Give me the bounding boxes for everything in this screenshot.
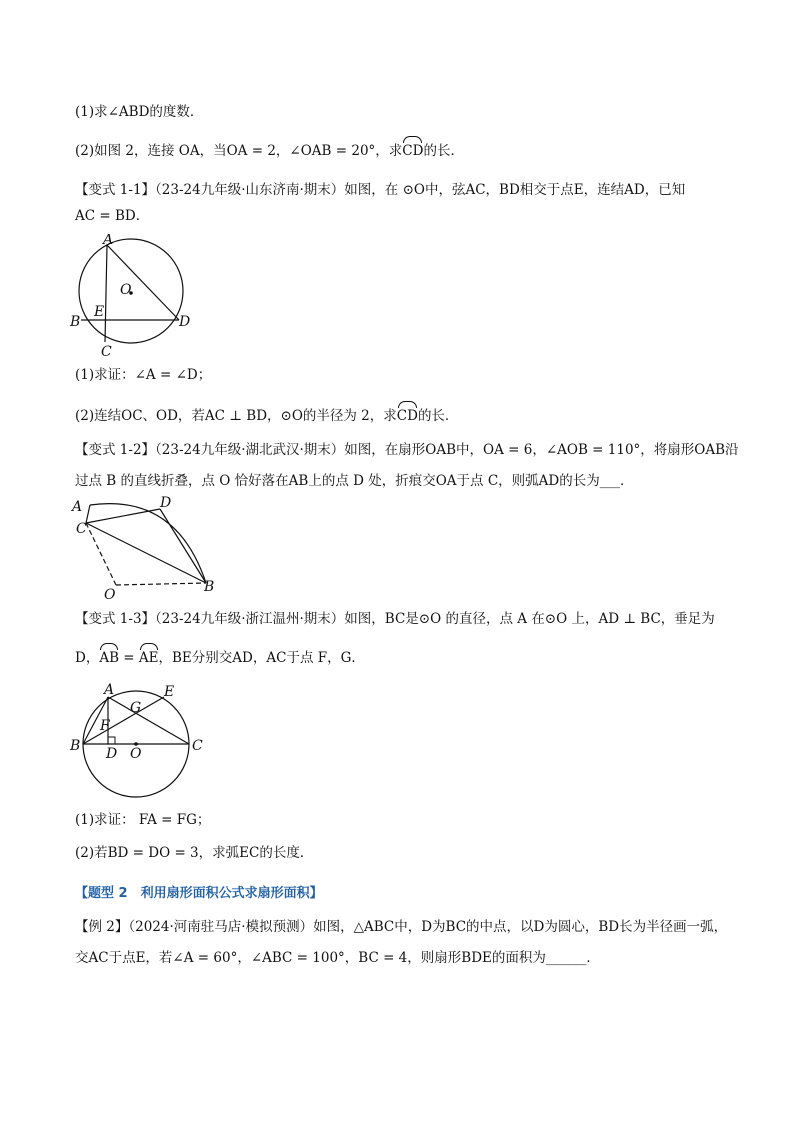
- question-2-text: (2)如图 2，连接 OA，当OA = 2，∠OAB = 20°，求: [75, 143, 403, 159]
- label-b: B: [204, 579, 215, 595]
- label-o: O: [120, 282, 132, 298]
- label-c: C: [101, 344, 112, 358]
- label-o: O: [104, 587, 116, 601]
- example-2-line-1: 【例 2】（2024·河南驻马店·模拟预测）如图，△ABC中，D为BC的中点，以D为圆心，BD长为半径画一弧，: [75, 919, 728, 935]
- equals: =: [119, 650, 139, 666]
- figure-sector-fold: [66, 493, 226, 601]
- label-a: A: [103, 234, 114, 248]
- variant-1-1-condition: AC = BD．: [75, 208, 150, 224]
- variant-1-1-part-2: [75, 407, 458, 425]
- variant-1-3-line-1: 【变式 1-3】（23-24九年级·浙江温州·期末）如图，BC是⊙O 的直径，点 A 在⊙O 上，AD ⊥ BC，垂足为: [75, 611, 715, 627]
- label-c: C: [76, 521, 87, 537]
- figure-diameter-circle: [66, 680, 216, 812]
- label-b: B: [70, 314, 81, 330]
- variant-1-3-part-2: (2)若BD = DO = 3，求弧EC的长度．: [75, 845, 314, 861]
- variant-1-2-line-2: 过点 B 的直线折叠，点 O 恰好落在AB上的点 D 处，折痕交OA于点 C，则弧AD的长为___．: [75, 473, 634, 489]
- label-g: G: [130, 700, 142, 716]
- variant-1-1-part-1: (1)求证：∠A = ∠D；: [75, 367, 212, 383]
- label-o: O: [130, 746, 142, 762]
- line-2-start: D，: [75, 650, 100, 666]
- label-a: A: [104, 682, 115, 698]
- question-1: (1)求∠ABD的度数．: [75, 104, 204, 120]
- arc-cd: CD: [402, 143, 424, 159]
- figure-circle-chords: [66, 234, 196, 358]
- label-a: A: [72, 499, 83, 515]
- label-e: E: [94, 304, 105, 320]
- label-b: B: [70, 738, 81, 754]
- label-d: D: [179, 314, 191, 330]
- part-2-text: (2)连结OC、OD，若AC ⊥ BD，⊙O的半径为 2，求: [75, 408, 397, 424]
- example-2-line-2: 交AC于点E，若∠A = 60°，∠ABC = 100°，BC = 4，则扇形BDE的面积为______．: [75, 950, 600, 966]
- variant-1-3-line-2: [75, 649, 365, 667]
- section-heading: 【题型 2 利用扇形面积公式求扇形面积】: [75, 886, 323, 901]
- question-2-tail: 的长．: [423, 143, 464, 159]
- arc-ab: AB: [99, 650, 119, 666]
- arc-ae: AE: [138, 650, 159, 666]
- variant-1-3-part-1: (1)求证： FA = FG；: [75, 812, 211, 828]
- label-d: D: [160, 495, 172, 511]
- part-2-tail: 的长．: [417, 408, 459, 424]
- label-c: C: [192, 738, 203, 754]
- arc-cd-2: CD: [396, 408, 418, 424]
- variant-1-2-line-1: 【变式 1-2】（23-24九年级·湖北武汉·期末）如图，在扇形OAB中，OA = 6，∠AOB = 110°，将扇形OAB沿: [75, 442, 739, 458]
- label-e: E: [164, 684, 175, 700]
- line-2-end: ，BE分别交AD，AC于点 F，G．: [158, 650, 365, 666]
- label-f: F: [100, 718, 110, 734]
- question-2: [75, 142, 464, 160]
- label-d: D: [106, 746, 118, 762]
- variant-1-1-heading: 【变式 1-1】（23-24九年级·山东济南·期末）如图，在 ⊙O中，弦AC，BD相交于点E，连结AD，已知: [75, 182, 686, 198]
